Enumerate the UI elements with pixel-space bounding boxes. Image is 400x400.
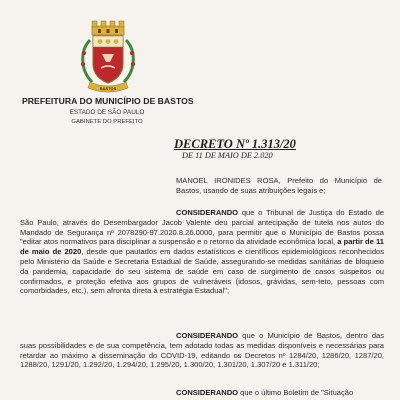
intro-paragraph: MANOEL IRONIDES ROSA, Prefeito do Município de Bastos, usando de suas atribuições legais e; [176, 176, 382, 195]
org-title: PREFEITURA DO MUNICÍPIO DE BASTOS [22, 96, 194, 106]
crest-ribbon-text: BASTOS [99, 86, 117, 91]
considerando-label: CONSIDERANDO [176, 208, 239, 217]
paragraph-text: , desde que pautados em dados estatísticos e científicos epidemiológicos reconhecidos pelo Ministério da Saúde e Secretaria Estadual de Saúde, assegurando-se medidas sanitárias de bloqueio da pandemia, capacidade do seu sistema de saúde em caso de surgimento de casos suspeitos ou confirmados, e proteção efetiva aos grupos de vulneráveis (idosos, grávidas, sem-teto, pessoas com comorbidades, etc.), sem afronta direta à estratégia Estadual"; [20, 247, 384, 296]
considerando-label: CONSIDERANDO [176, 388, 239, 397]
paragraph-text: que o último Boletim de "Situação [238, 388, 354, 397]
left-branch [83, 40, 92, 82]
considerando-paragraph-2 [20, 331, 384, 370]
org-office: GABINETE DO PREFEITO [71, 119, 143, 125]
paragraph-text: que o Município de Bastos, dentro das suas possibilidades e de sua competência, tem adotado todas as medidas disponíveis e necessárias para retardar ao máximo a disseminação do COVID-19, editando os Decretos nº 1284/20, 1286/20, 1287/20, 1288/20, 1291/20, 1.292/20, 1.294/20, 1.295/20, 1.300/20, 1.301/20, 1.307/20 e 1.311/20; [20, 331, 384, 370]
coat-of-arms-icon [76, 20, 140, 94]
letterhead [22, 96, 192, 125]
mural-crown [92, 21, 124, 35]
decree-title: DECRETO Nº 1.313/20 [174, 137, 296, 151]
decree-date: DE 11 DE MAIO DE 2.020 [182, 151, 273, 160]
highlighted-date: a partir de 11 de maio de 2020 [20, 237, 384, 257]
paragraph-text: que o Tribunal de Justiça do Estado de São Paulo, através do Desembargador Jacob Valente deu parcial antecipação de tutela nos autos do Mandado de Segurança nº 2078290-97.2020.8.26.0000, para permitir que o Município de Bastos possa "editar atos normativos para disciplinar a suspensão e o retorno da atividade econômica local, [20, 208, 384, 247]
considerando-label: CONSIDERANDO [176, 331, 239, 340]
right-branch [124, 40, 133, 82]
considerando-paragraph-3 [20, 388, 384, 398]
considerando-paragraph-1 [20, 208, 384, 296]
org-state: ESTADO DE SÃO PAULO [69, 109, 145, 116]
